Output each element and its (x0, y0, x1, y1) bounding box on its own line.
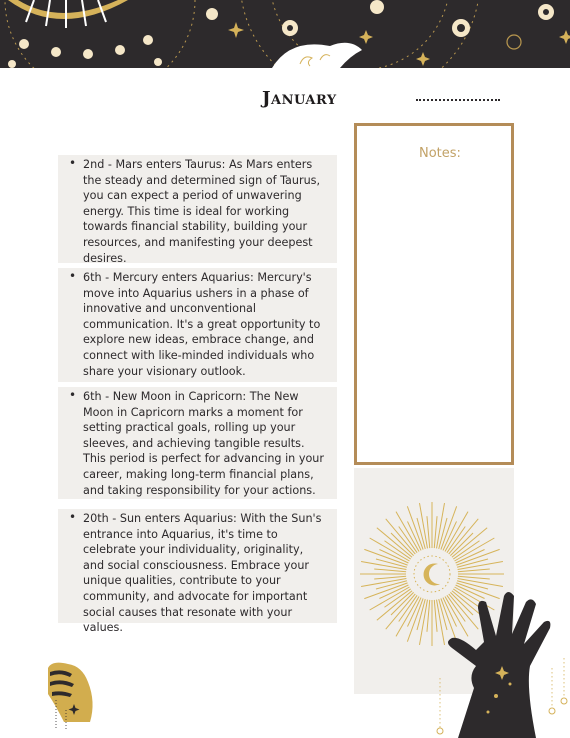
list-item (58, 509, 337, 635)
dotted-divider (416, 99, 500, 101)
list-item-text: 6th - New Moon in Capricorn: The New Moon in Capricorn marks a moment for setting practical goals, rolling up your sleeves, and achieving tangible results. This period is perfect for advancing in your career, making long-term financial plans, and taking responsibility for your actions. (83, 390, 324, 497)
celestial-banner (0, 0, 570, 68)
list-item (58, 155, 337, 263)
page-title: January (262, 88, 337, 109)
mystic-hand-icon (418, 588, 570, 738)
notes-label: Notes: (419, 146, 461, 161)
list-item (58, 268, 337, 382)
notes-box[interactable] (354, 123, 514, 465)
golden-hand-icon (42, 660, 98, 732)
celestial-pattern-icon (0, 0, 570, 68)
list-item-text: 20th - Sun enters Aquarius: With the Sun's entrance into Aquarius, it's time to celebrate your individuality, originality, and social consciousness. Embrace your unique qualities, contribute to your community, and advocate for important social causes that resonate with your values. (83, 512, 322, 635)
list-item (58, 387, 337, 499)
list-item-text: 6th - Mercury enters Aquarius: Mercury's move into Aquarius ushers in a phase of innovative and unconventional communication. It's a great opportunity to explore new ideas, embrace change, and connect with like-minded individuals who share your visionary outlook. (83, 271, 321, 378)
list-item-text: 2nd - Mars enters Taurus: As Mars enters the steady and determined sign of Taurus, you can expect a period of unwavering energy. This time is ideal for working towards financial stability, building your resources, and manifesting your deepest desires. (83, 158, 321, 265)
